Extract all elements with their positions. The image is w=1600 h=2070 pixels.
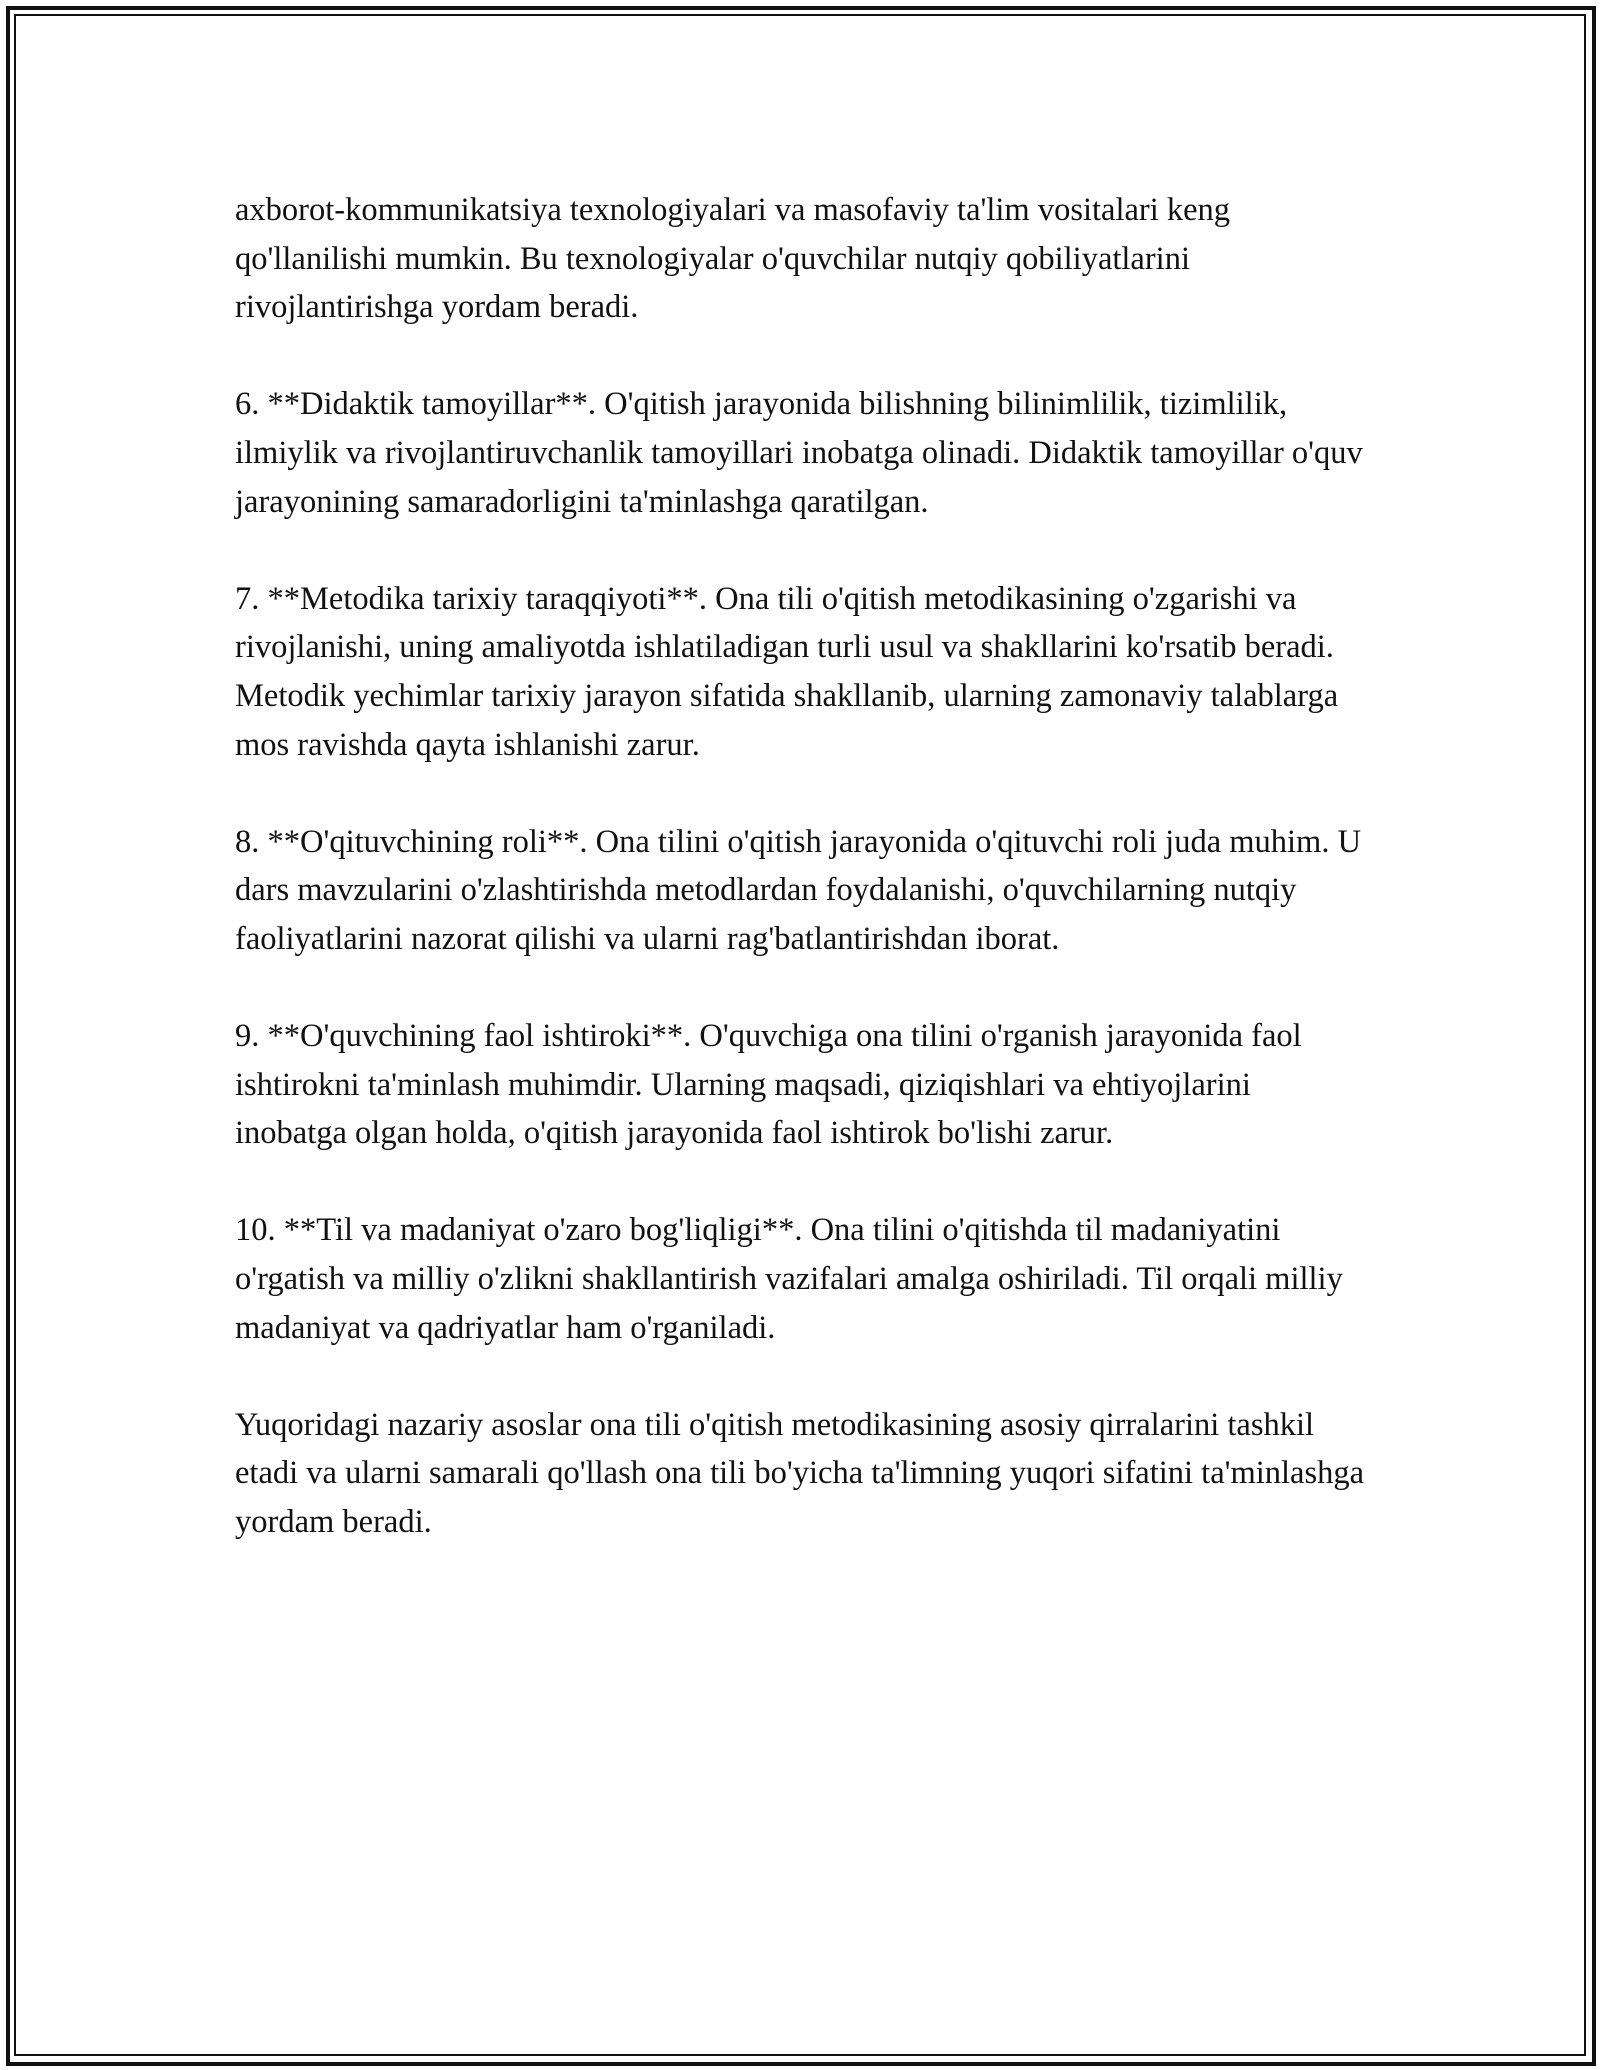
paragraph-language-culture: 10. **Til va madaniyat o'zaro bog'liqligi**. Ona tilini o'qitishda til madaniyatini o'rgatish va milliy o'zlikni shakllantirish vazifalari amalga oshiriladi. Til orqali milliy madaniyat va qadriyatlar ham o'rganiladi.: [235, 1212, 1343, 1346]
paragraph-student-participation: 9. **O'quvchining faol ishtiroki**. O'quvchiga ona tilini o'rganish jarayonida faol ishtirokni ta'minlash muhimdir. Ularning maqsadi, qiziqishlari va ehtiyojlarini inobatga olgan holda, o'qitish jarayonida faol ishtirok bo'lishi zarur.: [235, 1018, 1302, 1152]
paragraph-didactic-principles: 6. **Didaktik tamoyillar**. O'qitish jarayonida bilishning bilinimlilik, tizimlilik, ilmiylik va rivojlantiruvchanlik tamoyillari inobatga olinadi. Didaktik tamoyillar o'quv jarayonining samaradorligini ta'minlashga qaratilgan.: [235, 386, 1363, 520]
paragraph-conclusion: Yuqoridagi nazariy asoslar ona tili o'qitish metodikasining asosiy qirralarini tashkil etadi va ularni samarali qo'llash ona tili bo'yicha ta'limning yuqori sifatini ta'minlashga yordam beradi.: [235, 1406, 1365, 1541]
paragraph-teacher-role: 8. **O'qituvchining roli**. Ona tilini o'qitish jarayonida o'qituvchi roli juda muhim. U dars mavzularini o'zlashtirishda metodlardan foydalanishi, o'quvchilarning nutqiy faoliyatlarini nazorat qilishi va ularni rag'batlantirishdan iborat.: [235, 823, 1362, 957]
document-body: [235, 186, 1365, 1595]
paragraph-methodology-history: 7. **Metodika tarixiy taraqqiyoti**. Ona tili o'qitish metodikasining o'zgarishi va rivojlanishi, uning amaliyotda ishlatiladigan turli usul va shakllarini ko'rsatib beradi. Metodik yechimlar tarixiy jarayon sifatida shakllanib, ularning zamonaviy talablarga mos ravishda qayta ishlanishi zarur.: [235, 580, 1339, 763]
paragraph-intro-continuation: axborot-kommunikatsiya texnologiyalari va masofaviy ta'lim vositalari keng qo'llanilishi mumkin. Bu texnologiyalar o'quvchilar nutqiy qobiliyatlarini rivojlantirishga yordam beradi.: [235, 192, 1231, 326]
